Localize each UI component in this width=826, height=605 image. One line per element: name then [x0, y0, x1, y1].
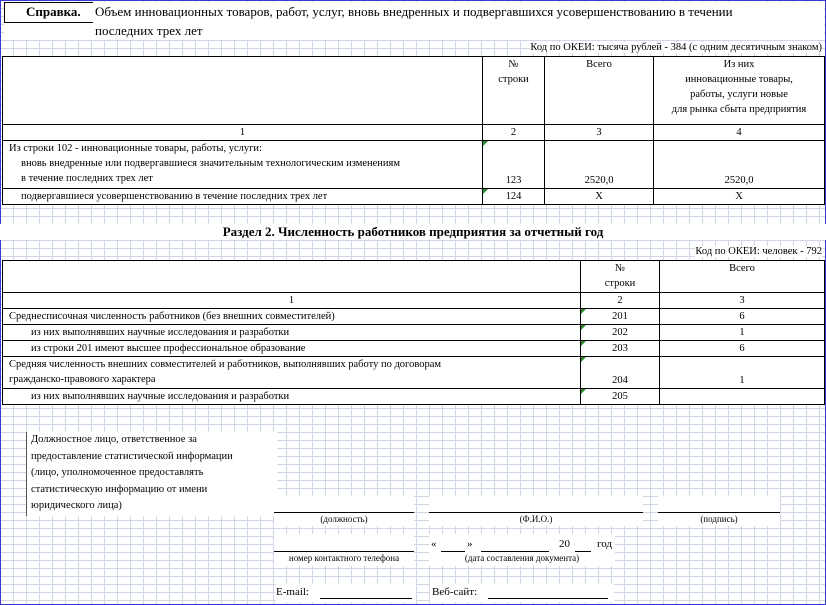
section2-total-203[interactable]: 6 [660, 341, 825, 357]
website-slot [430, 584, 614, 602]
col-number: 1 [3, 125, 483, 141]
row-code-204: 204 [581, 357, 660, 389]
spravka-header-new: Из них инновационные товары, работы, услуги новые для рынка сбыта предприятия [654, 57, 825, 125]
section2-row-204-label [3, 357, 581, 389]
col-number: 3 [545, 125, 654, 141]
spravka-header-total: Всего [545, 57, 654, 125]
email-line[interactable] [320, 598, 412, 599]
spravka-header-indicator [3, 57, 483, 125]
spravka-row-124-label: подвергавшиеся усовершенствованию в течение последних трех лет [3, 189, 483, 205]
spravka-table [2, 56, 825, 205]
col-number: 4 [654, 125, 825, 141]
section2-header-row-code: № строки [581, 261, 660, 293]
row-label-line: Средняя численность внешних совместителей и работников, выполнявших работу по договорам [9, 359, 442, 370]
table-row [3, 389, 825, 405]
section2-header-total: Всего [660, 261, 825, 293]
date-slot [429, 534, 615, 566]
official-text: Должностное лицо, ответственное за предоставление статистической информации (лицо, уполномоченное предоставлять статистическую информацию от имени юридического лица) [26, 432, 277, 516]
spravka-label: Справка. [26, 4, 81, 19]
spravka-title-line1: Объем инновационных товаров, работ, услуг, вновь внедренных и подвергавшихся усовершенствованию в течении [95, 4, 733, 19]
table-row [3, 309, 825, 325]
table-row [3, 189, 825, 205]
sign-line[interactable] [658, 512, 780, 513]
table-row [3, 357, 825, 389]
name-slot [429, 496, 643, 526]
section2-total-204[interactable]: 1 [660, 357, 825, 389]
email-label: E-mail: [276, 586, 309, 598]
spravka-okei: Код по ОКЕИ: тысяча рублей - 384 (с одним десятичным знаком) [530, 42, 822, 53]
spravka-title-line2: последних трех лет [95, 23, 203, 38]
spravka-row-intro: Из строки 102 - инновационные товары, работы, услуги: [9, 143, 262, 154]
spravka-total-124[interactable]: X [545, 189, 654, 205]
section2-header-indicator [3, 261, 581, 293]
phone-slot [274, 534, 414, 566]
col-number: 1 [3, 293, 581, 309]
table-row [3, 141, 825, 189]
spravka-title-block [4, 2, 824, 40]
sign-slot [658, 496, 780, 526]
section2-okei: Код по ОКЕИ: человек - 792 [695, 246, 822, 257]
section2-total-201[interactable]: 6 [660, 309, 825, 325]
spravka-header-row-code: № строки [483, 57, 545, 125]
table-row [3, 341, 825, 357]
row-label-line: гражданско-правового характера [9, 374, 156, 385]
table-row [3, 325, 825, 341]
date-caption: (дата составления документа) [464, 553, 580, 563]
section2-table [2, 260, 825, 405]
date-month-line[interactable] [481, 551, 549, 552]
row-code-203: 203 [581, 341, 660, 357]
position-slot [274, 496, 414, 526]
section2-row-205-label: из них выполнявших научные исследования и разработки [3, 389, 581, 405]
email-slot [276, 584, 416, 602]
name-caption: (Ф.И.О.) [519, 514, 553, 524]
date-year-line[interactable] [575, 551, 591, 552]
section2-row-201-label: Среднесписочная численность работников (без внешних совместителей) [3, 309, 581, 325]
website-label: Веб-сайт: [432, 586, 478, 598]
signature-block [26, 430, 816, 602]
spravka-total-123[interactable]: 2520,0 [545, 141, 654, 189]
spravka-new-123[interactable]: 2520,0 [654, 141, 825, 189]
website-line[interactable] [488, 598, 608, 599]
phone-caption: номер контактного телефона [288, 553, 400, 563]
position-caption: (должность) [320, 514, 368, 524]
sign-caption: (подпись) [700, 514, 738, 524]
col-number: 3 [660, 293, 825, 309]
row-label-line: в течение последних трех лет [21, 173, 153, 184]
section2-row-202-label: из них выполнявших научные исследования и разработки [3, 325, 581, 341]
section2-total-205[interactable] [660, 389, 825, 405]
col-number: 2 [581, 293, 660, 309]
row-code-205: 205 [581, 389, 660, 405]
section2-total-202[interactable]: 1 [660, 325, 825, 341]
row-code-202: 202 [581, 325, 660, 341]
quote-close: » [467, 538, 473, 550]
position-line[interactable] [274, 512, 414, 513]
date-day-line[interactable] [441, 551, 465, 552]
year-suffix: год [597, 538, 613, 550]
col-number: 2 [483, 125, 545, 141]
quote-open: « [431, 538, 437, 550]
phone-line[interactable] [274, 551, 414, 552]
section2-title: Раздел 2. Численность работников предприятия за отчетный год [0, 224, 826, 240]
year-prefix: 20 [559, 538, 570, 550]
row-code-201: 201 [581, 309, 660, 325]
row-label-line: вновь внедренные или подвергавшиеся значительным технологическим изменениям [21, 158, 401, 169]
section2-row-203-label: из строки 201 имеют высшее профессиональное образование [3, 341, 581, 357]
name-line[interactable] [429, 512, 643, 513]
row-code-124: 124 [483, 189, 545, 205]
spravka-row-123-label [3, 141, 483, 189]
row-code-123: 123 [483, 141, 545, 189]
spravka-new-124[interactable]: X [654, 189, 825, 205]
